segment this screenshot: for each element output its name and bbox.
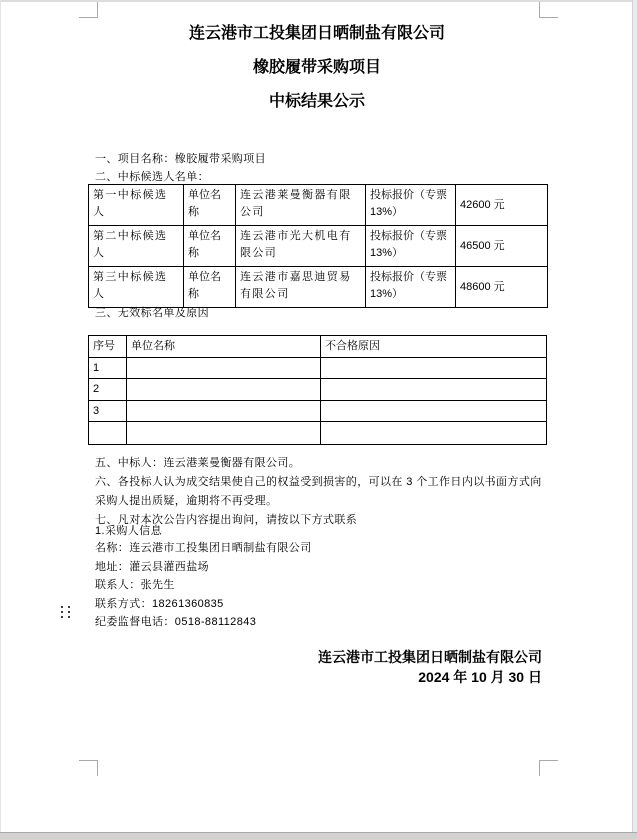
title-announcement: 中标结果公示 bbox=[268, 93, 365, 110]
section-objection: 六、各投标人认为成交结果使自己的权益受到损害的，可以在 3 个工作日内以书面方式向采购人提出质疑，逾期将不再受理。 bbox=[95, 476, 542, 507]
purchaser-address: 地址：灌云县灌西盐场 bbox=[95, 560, 209, 573]
margin-crop-mark-bottom-left-icon bbox=[79, 760, 98, 776]
bid-amount-cell: 46500 元 bbox=[456, 226, 548, 267]
section-winner: 五、中标人：连云港莱曼衡器有限公司。 bbox=[95, 457, 301, 469]
purchaser-phone: 联系方式：18261360835 bbox=[95, 597, 224, 610]
page-top-edge bbox=[0, 0, 637, 2]
unit-label-cell: 单位名称 bbox=[184, 185, 236, 226]
section-inquiry: 七、凡对本次公告内容提出询问，请按以下方式联系 bbox=[95, 514, 358, 526]
company-name-cell: 连云港莱曼衡器有限公司 bbox=[236, 185, 366, 226]
header-unit-cell: 单位名称 bbox=[127, 336, 321, 358]
reason-cell bbox=[321, 422, 547, 445]
unit-cell bbox=[127, 422, 321, 445]
invalid-table-row bbox=[89, 422, 547, 445]
purchaser-name: 名称：连云港市工投集团日晒制盐有限公司 bbox=[95, 542, 312, 554]
seq-cell: 2 bbox=[89, 379, 127, 401]
document-header bbox=[1, 17, 633, 119]
section-candidates-heading: 二、中标候选人名单： bbox=[95, 171, 209, 183]
unit-cell bbox=[127, 357, 321, 379]
document-page bbox=[1, 2, 633, 832]
invalid-table-row bbox=[89, 400, 547, 422]
candidates-table bbox=[88, 184, 548, 308]
unit-cell bbox=[127, 379, 321, 401]
margin-crop-mark-bottom-right-icon bbox=[539, 760, 558, 776]
candidate-row bbox=[89, 267, 548, 308]
price-label-cell: 投标报价（专票13%） bbox=[366, 226, 456, 267]
price-label-cell: 投标报价（专票13%） bbox=[366, 267, 456, 308]
invalid-table-row bbox=[89, 379, 547, 401]
section-invalid-heading: 三、无效标名单及原因 bbox=[95, 307, 209, 319]
purchaser-info-block bbox=[95, 539, 312, 632]
header-seq-cell: 序号 bbox=[89, 336, 127, 358]
signature-date: 2024 年 10 月 30 日 bbox=[418, 668, 542, 685]
invalid-table-row bbox=[89, 357, 547, 379]
margin-crop-mark-top-left-icon bbox=[79, 2, 98, 18]
seq-cell: 3 bbox=[89, 400, 127, 422]
unit-label-cell: 单位名称 bbox=[184, 267, 236, 308]
unit-cell bbox=[127, 400, 321, 422]
candidate-rank-cell: 第一中标候选人 bbox=[89, 185, 184, 226]
price-label-cell: 投标报价（专票13%） bbox=[366, 185, 456, 226]
signature-block bbox=[96, 648, 542, 687]
signature-company: 连云港市工投集团日晒制盐有限公司 bbox=[318, 649, 542, 665]
section-project-name: 一、项目名称：橡胶履带采购项目 bbox=[95, 153, 266, 165]
candidate-row bbox=[89, 185, 548, 226]
unit-label-cell: 单位名称 bbox=[184, 226, 236, 267]
reason-cell bbox=[321, 400, 547, 422]
candidate-row bbox=[89, 226, 548, 267]
page-right-edge bbox=[632, 0, 637, 838]
company-name-cell: 连云港市嘉思迪贸易有限公司 bbox=[236, 267, 366, 308]
invalid-table-header-row bbox=[89, 336, 547, 358]
reason-cell bbox=[321, 379, 547, 401]
header-reason-cell: 不合格原因 bbox=[321, 336, 547, 358]
candidate-rank-cell: 第三中标候选人 bbox=[89, 267, 184, 308]
title-company: 连云港市工投集团日晒制盐有限公司 bbox=[188, 25, 445, 42]
bid-amount-cell: 48600 元 bbox=[456, 267, 548, 308]
supervision-phone: 纪委监督电话：0518-88112843 bbox=[95, 616, 257, 628]
purchaser-contact: 联系人：张先生 bbox=[95, 579, 175, 591]
invalid-bids-table bbox=[88, 335, 547, 445]
candidate-rank-cell: 第二中标候选人 bbox=[89, 226, 184, 267]
seq-cell: 1 bbox=[89, 357, 127, 379]
purchaser-info-heading: 1.采购人信息 bbox=[95, 525, 162, 537]
drag-handle-icon[interactable] bbox=[61, 606, 70, 618]
reason-cell bbox=[321, 357, 547, 379]
title-project: 橡胶履带采购项目 bbox=[252, 59, 381, 76]
margin-crop-mark-top-right-icon bbox=[539, 2, 558, 18]
company-name-cell: 连云港市光大机电有限公司 bbox=[236, 226, 366, 267]
seq-cell bbox=[89, 422, 127, 445]
bid-amount-cell: 42600 元 bbox=[456, 185, 548, 226]
page-left-edge bbox=[0, 0, 1, 838]
